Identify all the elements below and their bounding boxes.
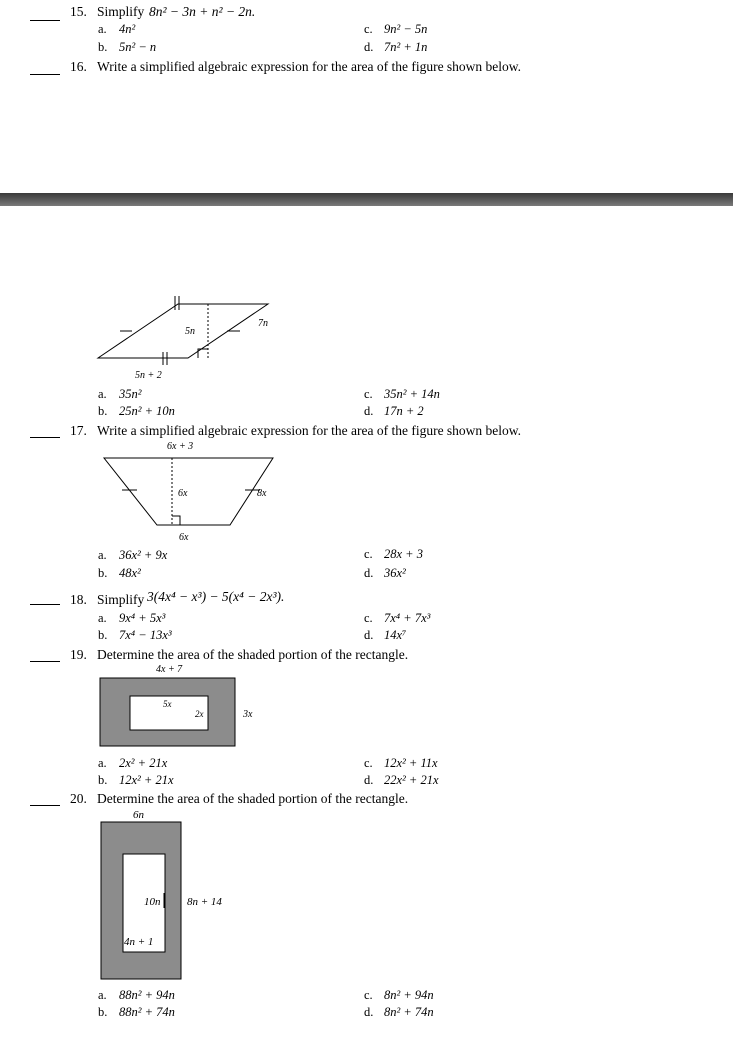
figure-label-height: 6x (178, 488, 188, 499)
option-b[interactable]: 25n² + 10n (119, 404, 175, 418)
figure-label-outer-width: 4x + 7 (156, 664, 183, 675)
option-d[interactable]: 14x⁷ (384, 628, 407, 642)
option-a[interactable]: 36x² + 9x (119, 548, 168, 562)
question-number: 20. (70, 791, 87, 806)
answer-blank-15[interactable] (30, 20, 60, 21)
figure-label-outer-width: 6n (133, 809, 144, 821)
option-d[interactable]: 22x² + 21x (384, 773, 439, 787)
figure-label-side: 8x (257, 488, 267, 499)
option-d[interactable]: 17n + 2 (384, 404, 424, 418)
trapezoid-figure (100, 438, 285, 546)
question-number: 16. (70, 59, 87, 74)
question-prompt: Simplify (97, 4, 145, 19)
option-letter: c. (364, 547, 373, 561)
option-b[interactable]: 5n² − n (119, 40, 157, 54)
figure-label-outer-height: 3x (243, 709, 253, 720)
question-prompt: Determine the area of the shaded portion of the rectangle. (97, 791, 409, 806)
option-c[interactable]: 28x + 3 (384, 547, 423, 561)
option-letter: d. (364, 404, 374, 418)
option-letter: d. (364, 1005, 374, 1019)
option-d[interactable]: 36x² (384, 566, 406, 580)
question-expression: 8n² − 3n + n² − 2n. (149, 4, 256, 19)
answer-blank-16[interactable] (30, 74, 60, 75)
figure-label-outer-height: 8n + 14 (187, 896, 222, 908)
question-prompt: Write a simplified algebraic expression for the area of the figure shown below. (97, 423, 522, 438)
figure-label-bottom: 6x (179, 532, 189, 543)
option-d[interactable]: 7n² + 1n (384, 40, 428, 54)
option-letter: a. (98, 387, 107, 401)
option-letter: b. (98, 773, 108, 787)
question-prompt: Simplify (97, 592, 145, 607)
option-b[interactable]: 48x² (119, 566, 141, 580)
figure-label-height: 5n (185, 326, 195, 337)
option-a[interactable]: 2x² + 21x (119, 756, 168, 770)
figure-label-base: 5n + 2 (135, 370, 162, 381)
option-letter: c. (364, 387, 373, 401)
figure-label-inner-width: 5x (163, 699, 172, 709)
option-b[interactable]: 7x⁴ − 13x³ (119, 628, 172, 642)
question-expression: 3(4x⁴ − x³) − 5(x⁴ − 2x³). (147, 589, 285, 604)
option-a[interactable]: 4n² (119, 22, 136, 36)
option-letter: b. (98, 404, 108, 418)
option-letter: a. (98, 611, 107, 625)
answer-blank-19[interactable] (30, 661, 60, 662)
answer-blank-20[interactable] (30, 805, 60, 806)
figure-label-inner-width: 4n + 1 (124, 936, 154, 948)
option-letter: c. (364, 988, 373, 1002)
shaded-rectangle-figure-19 (98, 662, 268, 750)
question-number: 19. (70, 647, 87, 662)
option-a[interactable]: 88n² + 94n (119, 988, 175, 1002)
figure-label-top: 6x + 3 (167, 441, 194, 452)
option-d[interactable]: 8n² + 74n (384, 1005, 434, 1019)
option-letter: b. (98, 40, 108, 54)
answer-blank-18[interactable] (30, 604, 60, 605)
option-letter: a. (98, 988, 107, 1002)
option-letter: d. (364, 773, 374, 787)
option-letter: a. (98, 548, 107, 562)
option-letter: c. (364, 22, 373, 36)
figure-label-side: 7n (258, 318, 268, 329)
option-letter: d. (364, 628, 374, 642)
option-c[interactable]: 9n² − 5n (384, 22, 428, 36)
answer-blank-17[interactable] (30, 437, 60, 438)
option-letter: c. (364, 756, 373, 770)
option-c[interactable]: 8n² + 94n (384, 988, 434, 1002)
option-letter: a. (98, 22, 107, 36)
question-number: 15. (70, 4, 87, 19)
option-c[interactable]: 35n² + 14n (384, 387, 440, 401)
question-number: 17. (70, 423, 87, 438)
option-letter: b. (98, 628, 108, 642)
option-letter: a. (98, 756, 107, 770)
option-b[interactable]: 88n² + 74n (119, 1005, 175, 1019)
option-letter: b. (98, 1005, 108, 1019)
option-c[interactable]: 7x⁴ + 7x³ (384, 611, 431, 625)
option-letter: d. (364, 40, 374, 54)
question-prompt: Determine the area of the shaded portion of the rectangle. (97, 647, 409, 662)
shaded-rectangle-figure-20 (98, 806, 248, 982)
option-a[interactable]: 35n² (119, 387, 142, 401)
option-letter: d. (364, 566, 374, 580)
parallelogram-figure (90, 290, 290, 385)
question-number: 18. (70, 592, 87, 607)
option-letter: c. (364, 611, 373, 625)
option-a[interactable]: 9x⁴ + 5x³ (119, 611, 166, 625)
figure-label-inner-height: 2x (195, 709, 204, 719)
question-prompt: Write a simplified algebraic expression for the area of the figure shown below. (97, 59, 522, 74)
option-c[interactable]: 12x² + 11x (384, 756, 438, 770)
option-letter: b. (98, 566, 108, 580)
option-b[interactable]: 12x² + 21x (119, 773, 174, 787)
page-divider (0, 193, 733, 206)
figure-label-inner-height: 10n (144, 896, 161, 908)
